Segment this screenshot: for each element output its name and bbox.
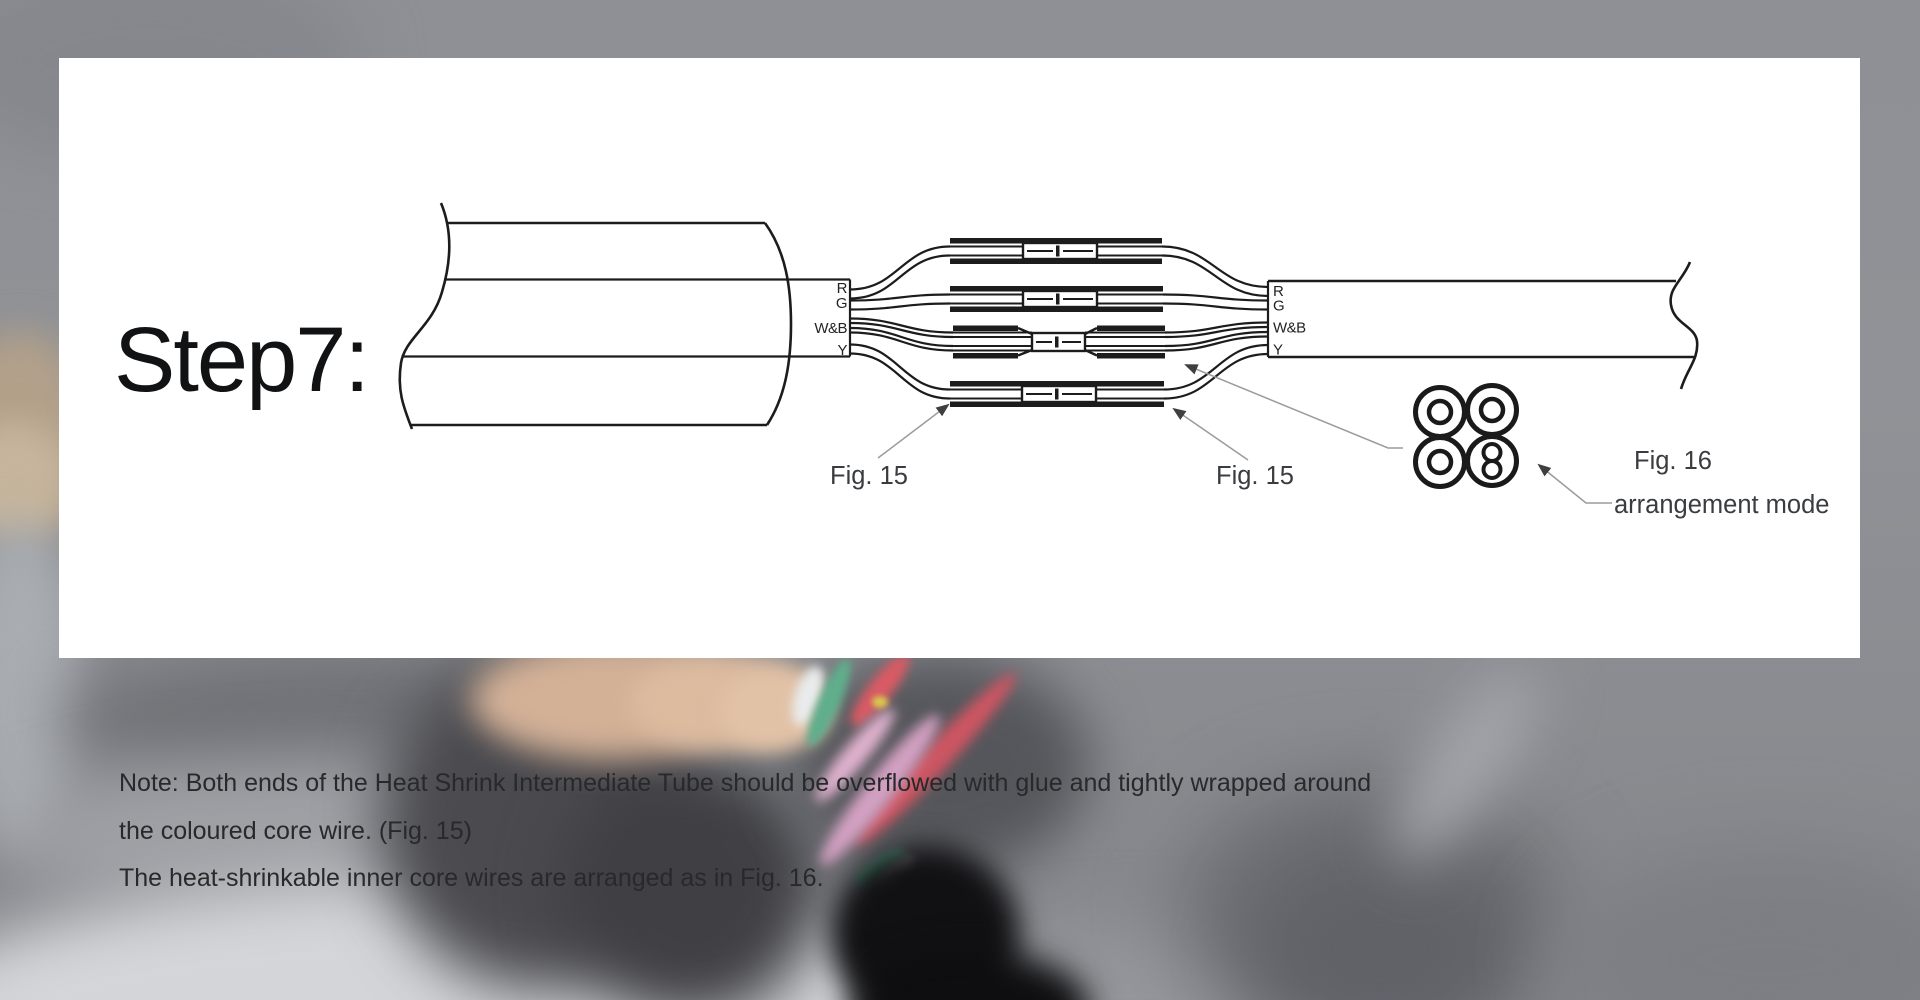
note-line-1: Note: Both ends of the Heat Shrink Intermediate Tube should be overflowed with glue and tightly wrapped around (119, 769, 1372, 797)
note-line-3: The heat-shrinkable inner core wires are arranged as in Fig. 16. (119, 864, 824, 892)
splice-tube-g (950, 286, 1163, 312)
left-cable (400, 203, 850, 429)
leader-fig15-right (1174, 409, 1248, 460)
arrangement-cross-section (1416, 386, 1517, 487)
wires-left (850, 247, 953, 399)
fig16-label: Fig. 16 (1634, 447, 1712, 475)
left-label-r: R (836, 280, 847, 297)
fig15-left-label: Fig. 15 (830, 462, 908, 490)
right-label-y: Y (1273, 341, 1283, 359)
left-cable-end-ellipse (765, 223, 791, 425)
left-label-wb: W&B (814, 320, 847, 337)
leader-fig15-left (878, 405, 948, 458)
splice-tube-r (950, 238, 1162, 264)
leader-fig16 (1186, 365, 1403, 448)
splice-tube-wb (953, 326, 1165, 359)
splice-tube-y (950, 381, 1164, 407)
right-label-g: G (1273, 297, 1285, 315)
left-cable-break-line (400, 203, 450, 429)
wires-right (1162, 247, 1268, 399)
note-line-2: the coloured core wire. (Fig. 15) (119, 816, 472, 845)
left-label-y: Y (837, 342, 847, 359)
right-label-r: R (1273, 283, 1284, 300)
fig15-right-label: Fig. 15 (1216, 462, 1294, 490)
arrangement-mode-label: arrangement mode (1614, 491, 1830, 519)
leader-arrangement (1539, 465, 1612, 503)
note-text (119, 760, 1759, 903)
step-title: Step7: (114, 309, 368, 411)
left-label-g: G (835, 295, 847, 312)
right-cable (1268, 262, 1697, 389)
right-label-wb: W&B (1273, 319, 1306, 337)
